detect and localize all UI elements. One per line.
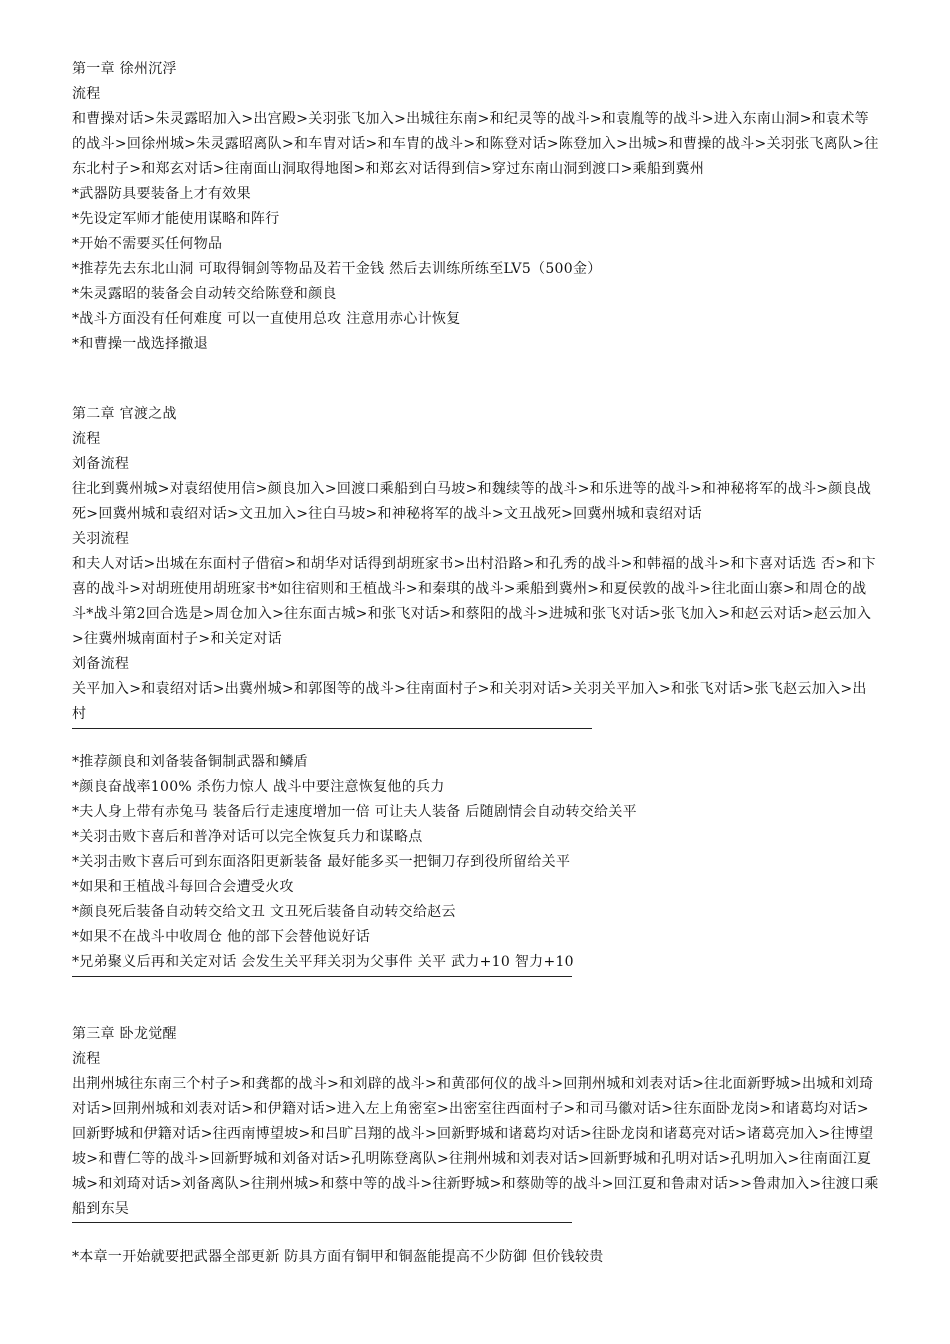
chapter-1-flow-label: 流程: [72, 86, 101, 102]
chapter-2-title: 第二章 官渡之战: [72, 406, 177, 422]
chapter-2-subheading: 刘备流程: [72, 456, 130, 472]
chapter-3-note: *本章一开始就要把武器全部更新 防具方面有铜甲和铜盔能提高不少防御 但价钱较贵: [72, 1249, 604, 1265]
chapter-2-flow-text: 往北到冀州城>对袁绍使用信>颜良加入>回渡口乘船到白马坡>和魏续等的战斗>和乐进等的战斗>和神秘将军的战斗>颜良战死>回冀州城和袁绍对话>文丑加入>往白马坡>和神秘将军的战斗>文丑战死>回冀州城和袁绍对话: [72, 481, 872, 522]
chapter-1-title: 第一章 徐州沉浮: [72, 61, 177, 77]
chapter-2-flow-text: 关平加入>和袁绍对话>出冀州城>和郭图等的战斗>往南面村子>和关羽对话>关羽关平加入>和张飞对话>张飞赵云加入>出村: [72, 681, 867, 722]
chapter-2-notes: [72, 750, 880, 975]
chapter-2-note: *颜良死后装备自动转交给文丑 文丑死后装备自动转交给赵云: [72, 904, 456, 920]
chapter-3-section: [72, 1022, 880, 1222]
divider-line: [72, 728, 592, 729]
chapter-1-flow-text: 和曹操对话>朱灵露昭加入>出宫殿>关羽张飞加入>出城往东南>和纪灵等的战斗>和袁胤等的战斗>进入东南山洞>和袁术等的战斗>回徐州城>朱灵露昭离队>和车胄对话>和车胄的战斗>和陈登对话>陈登加入>出城>和曹操的战斗>关羽张飞离队>往东北村子>和郑玄对话>往南面山洞取得地图>和郑玄对话得到信>穿过东南山洞到渡口>乘船到冀州: [72, 111, 879, 177]
chapter-2-note: *如果和王植战斗每回合会遭受火攻: [72, 879, 294, 895]
chapter-3-title: 第三章 卧龙觉醒: [72, 1026, 177, 1042]
chapter-1-section: [72, 57, 880, 357]
chapter-2-note: *关羽击败卞喜后可到东面洛阳更新装备 最好能多买一把铜刀存到役所留给关平: [72, 854, 571, 870]
chapter-1-note: *武器防具要装备上才有效果: [72, 186, 251, 202]
divider-line: [72, 976, 572, 977]
chapter-2-flow-label: 流程: [72, 431, 101, 447]
chapter-2-subheading: 刘备流程: [72, 656, 130, 672]
chapter-1-note: *先设定军师才能使用谋略和阵行: [72, 211, 280, 227]
chapter-2-note: *颜良奋战率100% 杀伤力惊人 战斗中要注意恢复他的兵力: [72, 779, 445, 795]
divider-line: [72, 1222, 572, 1223]
chapter-2-note: *如果不在战斗中收周仓 他的部下会替他说好话: [72, 929, 371, 945]
chapter-1-note: *战斗方面没有任何难度 可以一直使用总攻 注意用赤心计恢复: [72, 311, 461, 327]
chapter-1-note: *推荐先去东北山洞 可取得铜剑等物品及若干金钱 然后去训练所练至LV5（500金）: [72, 261, 602, 277]
chapter-2-section: [72, 402, 880, 727]
chapter-3-flow-label: 流程: [72, 1051, 101, 1067]
chapter-3-notes: [72, 1245, 880, 1270]
chapter-2-flow-text: 和夫人对话>出城在东面村子借宿>和胡华对话得到胡班家书>出村沿路>和孔秀的战斗>和韩福的战斗>和卞喜对话选 否>和卞喜的战斗>对胡班使用胡班家书*如往宿则和王植战斗>和秦琪的战斗>乘船到冀州>和夏侯敦的战斗>往北面山寨>和周仓的战斗*战斗第2回合选是>周仓加入>往东面古城>和张飞对话>和蔡阳的战斗>进城和张飞对话>张飞加入>和赵云对话>赵云加入>往冀州城南面村子>和关定对话: [72, 556, 876, 647]
chapter-2-note: *关羽击败卞喜后和普净对话可以完全恢复兵力和谋略点: [72, 829, 423, 845]
chapter-1-note: *和曹操一战选择撤退: [72, 336, 208, 352]
chapter-2-note: *推荐颜良和刘备装备铜制武器和鳞盾: [72, 754, 309, 770]
chapter-2-note: *夫人身上带有赤兔马 装备后行走速度增加一倍 可让夫人装备 后随剧情会自动转交给关平: [72, 804, 637, 820]
chapter-1-note: *朱灵露昭的装备会自动转交给陈登和颜良: [72, 286, 337, 302]
chapter-1-note: *开始不需要买任何物品: [72, 236, 223, 252]
chapter-2-subheading: 关羽流程: [72, 531, 130, 547]
chapter-2-note: *兄弟聚义后再和关定对话 会发生关平拜关羽为父事件 关平 武力+10 智力+10: [72, 954, 574, 970]
chapter-3-flow-text: 出荆州城往东南三个村子>和龚都的战斗>和刘辟的战斗>和黄邵何仪的战斗>回荆州城和刘表对话>往北面新野城>出城和刘琦对话>回荆州城和刘表对话>和伊籍对话>进入左上角密室>出密室往西面村子>和司马徽对话>往东面卧龙岗>和诸葛均对话>回新野城和伊籍对话>往西南博望坡>和吕旷吕翔的战斗>回新野城和诸葛均对话>往卧龙岗和诸葛亮对话>诸葛亮加入>往博望坡>和曹仁等的战斗>回新野城和刘备对话>孔明陈登离队>往荆州城和刘表对话>回新野城和孔明对话>孔明加入>往南面江夏城>和刘琦对话>刘备离队>往荆州城>和蔡中等的战斗>往新野城>和蔡勋等的战斗>回江夏和鲁肃对话>>鲁肃加入>往渡口乘船到东吴: [72, 1076, 879, 1217]
